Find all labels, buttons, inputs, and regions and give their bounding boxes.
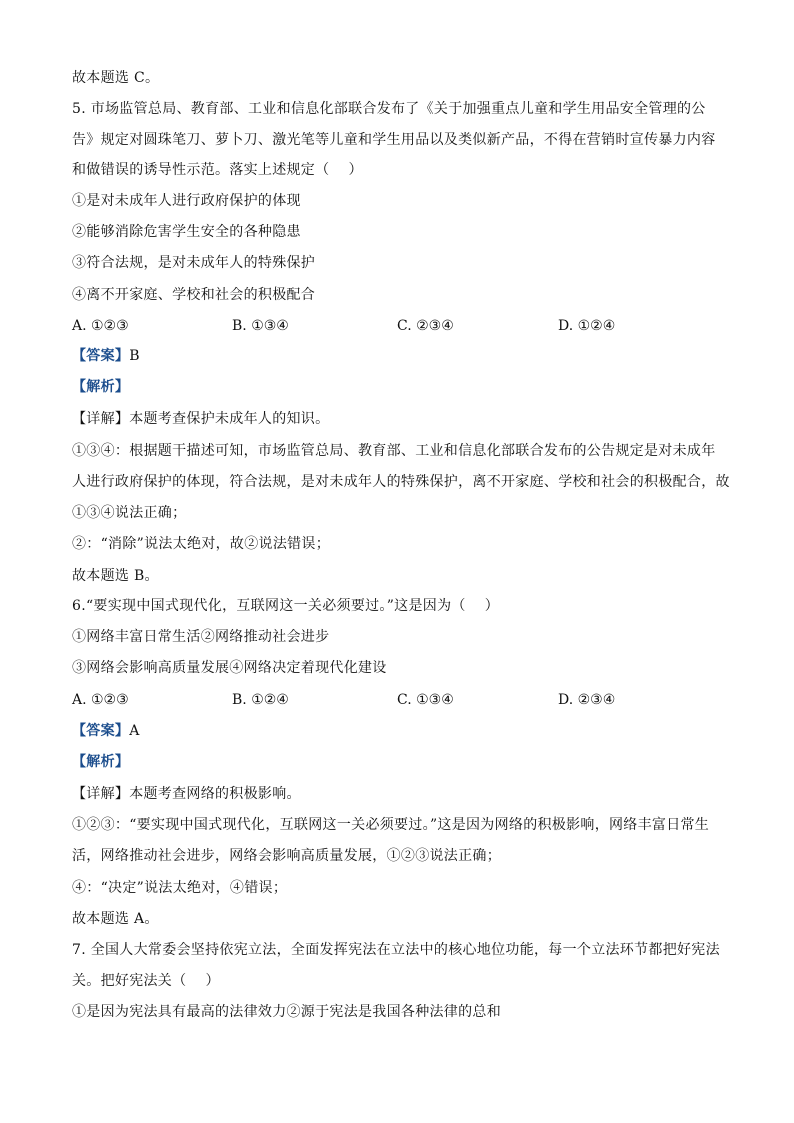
question-6-options	[72, 690, 732, 710]
statement-4: ④离不开家庭、学校和社会的积极配合	[72, 287, 316, 303]
answer-tag: 【答案】	[72, 723, 130, 739]
answer-value: B	[129, 348, 140, 364]
detail-text: ④：“决定”说法太绝对，④错误；	[72, 880, 288, 896]
detail-text: ①③④说法正确；	[72, 505, 187, 521]
answer-line	[72, 721, 732, 741]
statement-1: ①是对未成年人进行政府保护的体现	[72, 193, 301, 209]
option-b: B. ①③④	[232, 318, 289, 334]
option-a: A. ①②③	[72, 318, 129, 334]
analysis-heading	[72, 752, 732, 772]
detail-text: ②：“消除”说法太绝对，故②说法错误；	[72, 536, 331, 552]
analysis-tag: 【解析】	[72, 754, 130, 770]
conclusion-q6: 故本题选 A。	[72, 911, 159, 927]
question-6-text: 6.“要实现中国式现代化，互联网这一关必须要过。”这是因为（ ）	[72, 598, 500, 614]
analysis-tag: 【解析】	[72, 379, 130, 395]
analysis-heading	[72, 377, 732, 397]
option-d: D. ②③④	[558, 692, 616, 708]
option-c: C. ①③④	[397, 692, 454, 708]
detail-text: 【详解】本题考查网络的积极影响。	[72, 786, 301, 802]
statement-line: ③网络会影响高质量发展④网络决定着现代化建设	[72, 660, 387, 676]
answer-line	[72, 346, 732, 366]
question-5-text: 5. 市场监管总局、教育部、工业和信息化部联合发布了《关于加强重点儿童和学生用品安全管理的公	[72, 101, 706, 117]
detail-text: 活，网络推动社会进步，网络会影响高质量发展，①②③说法正确；	[72, 848, 501, 864]
question-7-text: 7. 全国人大常委会坚持依宪立法，全面发挥宪法在立法中的核心地位功能，每一个立法环节都把好宪法	[72, 942, 720, 958]
detail-text: ①②③：“要实现中国式现代化，互联网这一关必须要过。”这是因为网络的积极影响，网络丰富日常生	[72, 817, 710, 833]
option-c: C. ②③④	[397, 318, 454, 334]
option-d: D. ①②④	[558, 318, 616, 334]
question-5-text: 和做错误的诱导性示范。落实上述规定（ ）	[72, 162, 363, 178]
answer-tag: 【答案】	[72, 348, 130, 364]
question-5-text: 告》规定对圆珠笔刀、萝卜刀、激光笔等儿童和学生用品以及类似新产品，不得在营销时宣传暴力内容	[72, 132, 716, 148]
detail-text: ①③④：根据题干描述可知，市场监管总局、教育部、工业和信息化部联合发布的公告规定是对未成年	[72, 443, 716, 459]
statement-3: ③符合法规，是对未成年人的特殊保护	[72, 255, 316, 271]
detail-text: 【详解】本题考查保护未成年人的知识。	[72, 411, 330, 427]
conclusion-q5: 故本题选 B。	[72, 568, 159, 584]
option-b: B. ①②④	[232, 692, 289, 708]
question-5-options	[72, 316, 732, 336]
statement-line: ①是因为宪法具有最高的法律效力②源于宪法是我国各种法律的总和	[72, 1004, 501, 1020]
detail-text: 人进行政府保护的体现，符合法规，是对未成年人的特殊保护，离不开家庭、学校和社会的积极配合，故	[72, 474, 730, 490]
answer-value: A	[129, 723, 140, 739]
statement-line: ①网络丰富日常生活②网络推动社会进步	[72, 629, 330, 645]
option-a: A. ①②③	[72, 692, 129, 708]
conclusion-q4: 故本题选 C。	[72, 70, 160, 86]
statement-2: ②能够消除危害学生安全的各种隐患	[72, 224, 301, 240]
question-7-text: 关。把好宪法关（ ）	[72, 973, 220, 989]
